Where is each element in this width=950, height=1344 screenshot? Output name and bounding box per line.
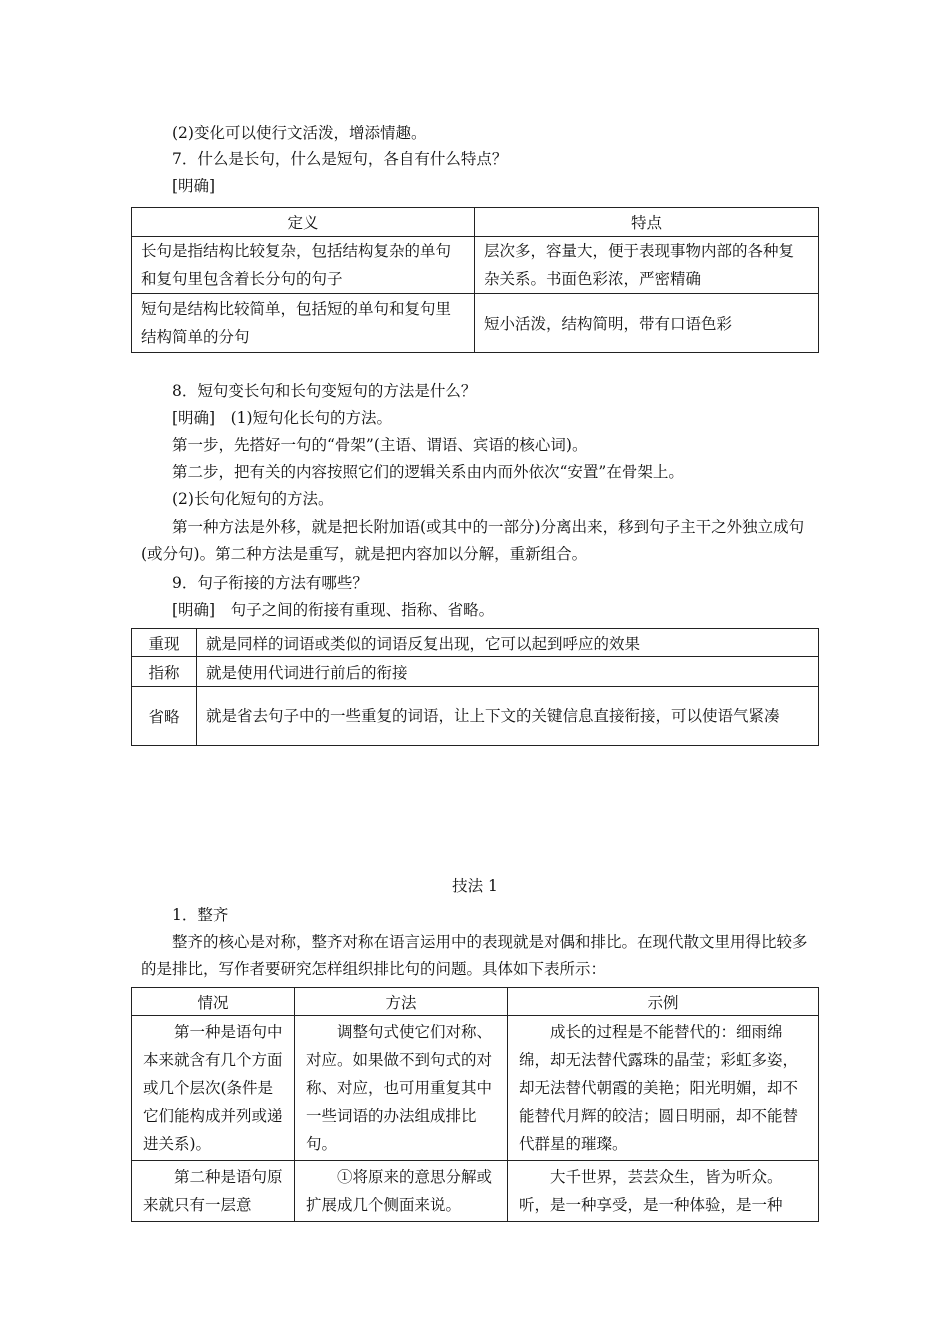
text-line: (2)变化可以使行文活泼，增添情趣。: [172, 124, 427, 142]
table-cell: 第一种是语句中本来就含有几个方面或几个层次(条件是它们能构成并列或递进关系)。: [143, 1023, 283, 1153]
answer-paragraph: 第一种方法是外移，就是把长附加语(或其中的一部分)分离出来，移到句子主干之外独立成句(或分句)。第二种方法是重写，就是把内容加以分解，重新组合。: [141, 518, 805, 563]
table-row: [132, 629, 819, 657]
table-cell: 重现: [132, 629, 197, 657]
table-cell: ①将原来的意思分解或扩展成几个侧面来说。: [306, 1168, 493, 1214]
table-cell: 成长的过程是不能替代的：细雨绵绵，却无法替代露珠的晶莹；彩虹多姿，却无法替代朝霞的美艳；阳光明媚，却不能替代月辉的皎洁；圆日明丽，却不能替代群星的璀璨。: [519, 1023, 799, 1153]
table-header: 方法: [295, 988, 508, 1016]
table-cell: 长句是指结构比较复杂，包括结构复杂的单句和复句里包含着长分句的句子: [132, 237, 475, 294]
table-row: [132, 237, 819, 294]
table-cell: 指称: [132, 657, 197, 687]
table-row: [132, 687, 819, 746]
question-8: 8．短句变长句和长句变短句的方法是什么？: [172, 382, 477, 400]
section-title: 技法 1: [452, 877, 498, 895]
subsection-heading: 1．整齐: [172, 906, 229, 924]
sentence-length-table: [131, 207, 819, 353]
answer-line: 第二步，把有关的内容按照它们的逻辑关系由内而外依次“安置”在骨架上。: [172, 463, 684, 481]
table-cell: 短小活泼，结构简明，带有口语色彩: [475, 294, 819, 353]
parallelism-table: [131, 987, 819, 1222]
table-cell: 层次多，容量大，便于表现事物内部的各种复杂关系。书面色彩浓，严密精确: [475, 237, 819, 294]
table-cell: 第二种是语句原来就只有一层意: [143, 1168, 283, 1214]
answer-line: [明确] (1)短句化长句的方法。: [172, 409, 393, 427]
cohesion-table: [131, 628, 819, 746]
answer-line: [明确] 句子之间的衔接有重现、指称、省略。: [172, 601, 495, 619]
table-cell: 调整句式使它们对称、对应。如果做不到句式的对称、对应，也可用重复其中一些词语的办法组成排比句。: [306, 1023, 493, 1153]
table-row: [132, 294, 819, 353]
answer-line: (2)长句化短句的方法。: [172, 490, 334, 508]
question-7: 7．什么是长句，什么是短句，各自有什么特点？: [172, 150, 508, 168]
table-header: 特点: [475, 208, 819, 237]
table-row: [132, 1161, 819, 1222]
table-header: 定义: [132, 208, 475, 237]
question-9: 9．句子衔接的方法有哪些？: [172, 574, 368, 592]
table-cell: 省略: [132, 687, 197, 746]
table-row: [132, 1016, 819, 1161]
answer-line: 第一步，先搭好一句的“骨架”(主语、谓语、宾语的核心词)。: [172, 436, 588, 454]
table-cell: 大千世界，芸芸众生，皆为听众。听，是一种享受，是一种体验，是一种: [519, 1168, 783, 1214]
table-row: [132, 657, 819, 687]
table-header: 示例: [508, 988, 819, 1016]
table-cell: 就是使用代词进行前后的衔接: [197, 657, 819, 687]
table-cell: 短句是结构比较简单，包括短的单句和复句里结构简单的分句: [132, 294, 475, 353]
table-header: 情况: [132, 988, 295, 1016]
intro-paragraph: 整齐的核心是对称，整齐对称在语言运用中的表现就是对偶和排比。在现代散文里用得比较多的是排比，写作者要研究怎样组织排比句的问题。具体如下表所示：: [141, 933, 808, 978]
table-cell: 就是省去句子中的一些重复的词语，让上下文的关键信息直接衔接，可以使语气紧凑: [197, 687, 819, 746]
mingque-label: [明确]: [172, 177, 216, 195]
table-cell: 就是同样的词语或类似的词语反复出现，它可以起到呼应的效果: [197, 629, 819, 657]
